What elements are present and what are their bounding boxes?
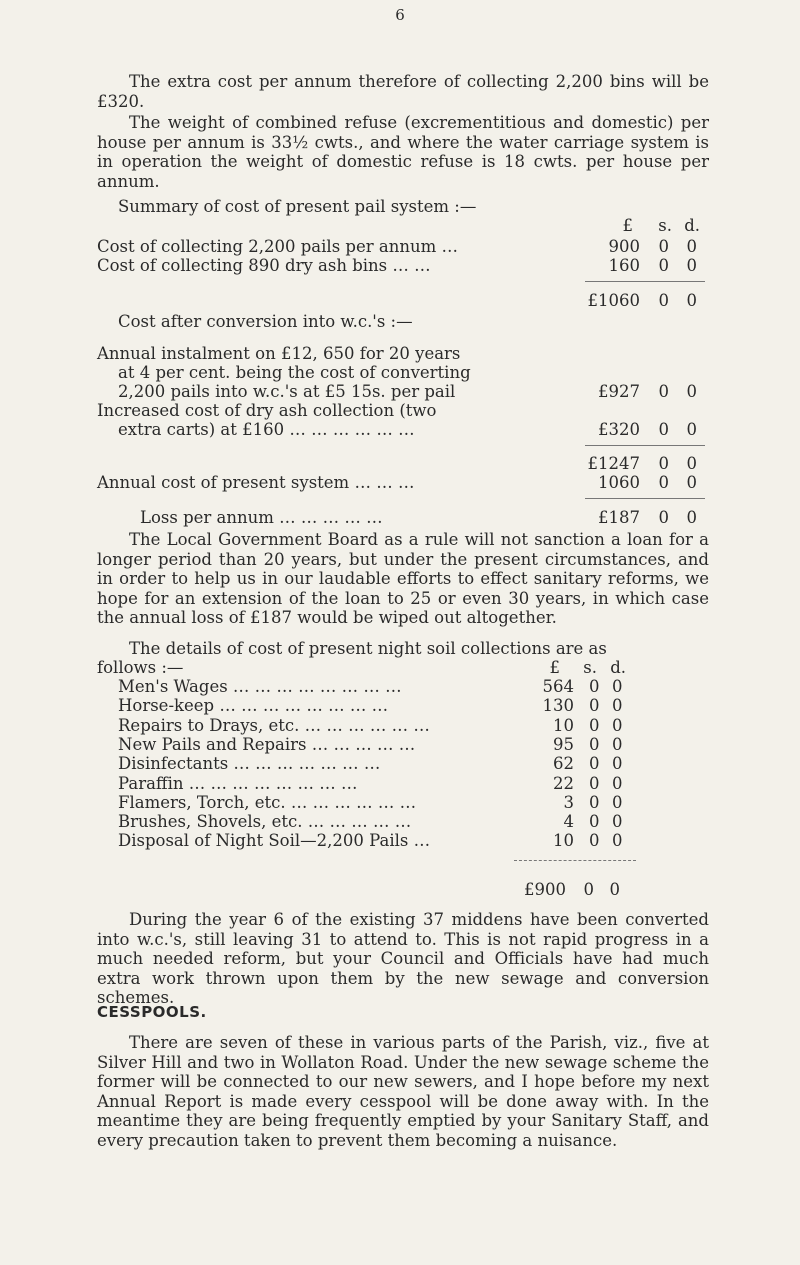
details-total-pence: 0 xyxy=(609,880,620,899)
details-header-pence: d. xyxy=(610,658,626,677)
summary-pails-label: Cost of collecting 2,200 pails per annum … xyxy=(97,237,458,256)
details-item-pounds: 62 xyxy=(553,754,574,774)
annual-cost-pence: 0 xyxy=(686,473,697,492)
details-item-pounds: 10 xyxy=(553,715,574,735)
annual-cost-pounds: 1060 xyxy=(598,473,640,492)
details-item-label: Disposal of Night Soil—2,200 Pails … xyxy=(118,831,431,851)
summary-ash-bins-pence: 0 xyxy=(686,256,697,275)
details-item-pounds: 4 xyxy=(563,812,574,832)
details-header-pounds: £ xyxy=(549,658,560,677)
increased-line-1: Increased cost of dry ash collection (two xyxy=(97,401,437,420)
details-row xyxy=(118,735,718,754)
annual-cost-shillings: 0 xyxy=(658,473,669,492)
details-row xyxy=(118,716,718,735)
total2-pounds: £1247 xyxy=(587,454,640,473)
details-item-label: Flamers, Torch, etc. … … … … … … xyxy=(118,792,417,812)
paragraph-cesspools: There are seven of these in various parts of the Parish, viz., five at Silver Hill and two in Wollaton Road. Under the new sewage scheme the former will be connected to our new sewers, and I hope before my next Annual Report is made every cesspool will be done away with. In the meantime they are being frequently emptied by your Sanitary Staff, and every precaution taken to prevent them becoming a nuisance. xyxy=(97,1033,709,1150)
total2-shillings: 0 xyxy=(658,454,669,473)
details-item-shillings: 0 xyxy=(589,792,600,812)
details-item-pounds: 22 xyxy=(553,773,574,793)
details-item-pence: 0 xyxy=(612,831,623,851)
details-intro-2: follows :— xyxy=(97,658,184,677)
summary-ash-bins-pounds: 160 xyxy=(608,256,640,275)
details-item-pence: 0 xyxy=(612,754,623,774)
paragraph-refuse-weight: The weight of combined refuse (excrementitious and domestic) per house per annum is 33½ cwts., and where the water carriage system is in operation the weight of domestic refuse is 18 cwts. per house per annum. xyxy=(97,113,709,191)
details-item-shillings: 0 xyxy=(589,831,600,851)
details-item-pence: 0 xyxy=(612,792,623,812)
details-row xyxy=(118,831,718,850)
increased-pence: 0 xyxy=(686,420,697,439)
summary-ash-bins-label: Cost of collecting 890 dry ash bins … … xyxy=(97,256,431,275)
details-row xyxy=(118,812,718,831)
paragraph-middens: During the year 6 of the existing 37 middens have been converted into w.c.'s, still leaving 31 to attend to. This is not rapid progress in a much needed reform, but your Council and Officials have had much extra work thrown upon them by the new sewage and conversion schemes. xyxy=(97,910,709,1007)
details-item-pence: 0 xyxy=(612,812,623,832)
details-item-pence: 0 xyxy=(612,715,623,735)
details-item-pence: 0 xyxy=(612,773,623,793)
summary-total-shillings: 0 xyxy=(658,291,669,310)
details-item-pounds: 95 xyxy=(553,734,574,754)
summary-header-pence: d. xyxy=(684,216,700,235)
details-item-shillings: 0 xyxy=(589,773,600,793)
increased-line-2: extra carts) at £160 … … … … … … xyxy=(118,420,415,439)
details-intro-1: The details of cost of present night soil collections are as xyxy=(129,639,607,658)
increased-shillings: 0 xyxy=(658,420,669,439)
instalment-line-2: at 4 per cent. being the cost of converting xyxy=(118,363,471,382)
details-item-label: Brushes, Shovels, etc. … … … … … xyxy=(118,812,412,832)
details-item-label: Repairs to Drays, etc. … … … … … … xyxy=(118,715,430,735)
details-item-shillings: 0 xyxy=(589,696,600,716)
summary-header-pounds: £ xyxy=(622,216,633,235)
summary-intro: Summary of cost of present pail system :— xyxy=(118,197,477,216)
details-row xyxy=(118,754,718,773)
summary-header-shillings: s. xyxy=(658,216,672,235)
details-item-label: Men's Wages … … … … … … … … xyxy=(118,677,402,696)
details-item-label: Disinfectants … … … … … … … xyxy=(118,754,381,774)
summary-rule-1 xyxy=(585,281,705,282)
instalment-pence: 0 xyxy=(686,382,697,401)
summary-rule-2 xyxy=(585,445,705,446)
increased-pounds: £320 xyxy=(598,420,640,439)
details-item-pounds: 3 xyxy=(563,792,574,812)
details-rule xyxy=(514,860,636,861)
total2-pence: 0 xyxy=(686,454,697,473)
annual-cost-label: Annual cost of present system … … … xyxy=(97,473,415,492)
summary-pails-shillings: 0 xyxy=(658,237,669,256)
details-item-shillings: 0 xyxy=(589,734,600,754)
cesspools-heading: CESSPOOLS. xyxy=(97,1003,207,1021)
paragraph-loan: The Local Government Board as a rule will not sanction a loan for a longer period than 20 years, but under the present circumstances, and in order to help us in our laudable efforts to effect sanitary reforms, we hope for an extension of the loan to 25 or even 30 years, in which case the annual loss of £187 would be wiped out altogether. xyxy=(97,530,709,627)
loss-label: Loss per annum … … … … … xyxy=(140,508,383,527)
summary-pails-pounds: 900 xyxy=(608,237,640,256)
instalment-pounds: £927 xyxy=(598,382,640,401)
after-conversion-label: Cost after conversion into w.c.'s :— xyxy=(118,312,413,331)
details-item-pounds: 564 xyxy=(542,677,574,696)
details-row xyxy=(118,774,718,793)
details-item-label: Horse-keep … … … … … … … … xyxy=(118,696,389,716)
summary-pails-pence: 0 xyxy=(686,237,697,256)
details-row xyxy=(118,696,718,715)
details-row xyxy=(118,677,718,696)
details-header-shillings: s. xyxy=(583,658,597,677)
details-item-pence: 0 xyxy=(612,677,623,696)
loss-pence: 0 xyxy=(686,508,697,527)
summary-total-pence: 0 xyxy=(686,291,697,310)
summary-total-pounds: £1060 xyxy=(587,291,640,310)
details-total-shillings: 0 xyxy=(583,880,594,899)
details-item-pence: 0 xyxy=(612,696,623,716)
details-item-label: New Pails and Repairs … … … … … xyxy=(118,734,416,754)
instalment-line-1: Annual instalment on £12, 650 for 20 years xyxy=(97,344,461,363)
instalment-shillings: 0 xyxy=(658,382,669,401)
details-item-shillings: 0 xyxy=(589,715,600,735)
details-item-pounds: 10 xyxy=(553,831,574,851)
instalment-line-3: 2,200 pails into w.c.'s at £5 15s. per pail xyxy=(118,382,456,401)
details-total-pounds: £900 xyxy=(524,880,566,899)
details-item-pounds: 130 xyxy=(542,696,574,716)
summary-rule-3 xyxy=(585,498,705,499)
page-number: 6 xyxy=(395,6,405,24)
details-row xyxy=(118,793,718,812)
details-item-shillings: 0 xyxy=(589,812,600,832)
loss-shillings: 0 xyxy=(658,508,669,527)
loss-pounds: £187 xyxy=(598,508,640,527)
details-item-shillings: 0 xyxy=(589,677,600,696)
summary-ash-bins-shillings: 0 xyxy=(658,256,669,275)
details-item-label: Paraffin … … … … … … … … xyxy=(118,773,358,793)
details-item-pence: 0 xyxy=(612,734,623,754)
paragraph-extra-cost: The extra cost per annum therefore of collecting 2,200 bins will be £320. xyxy=(97,72,709,111)
details-item-shillings: 0 xyxy=(589,754,600,774)
